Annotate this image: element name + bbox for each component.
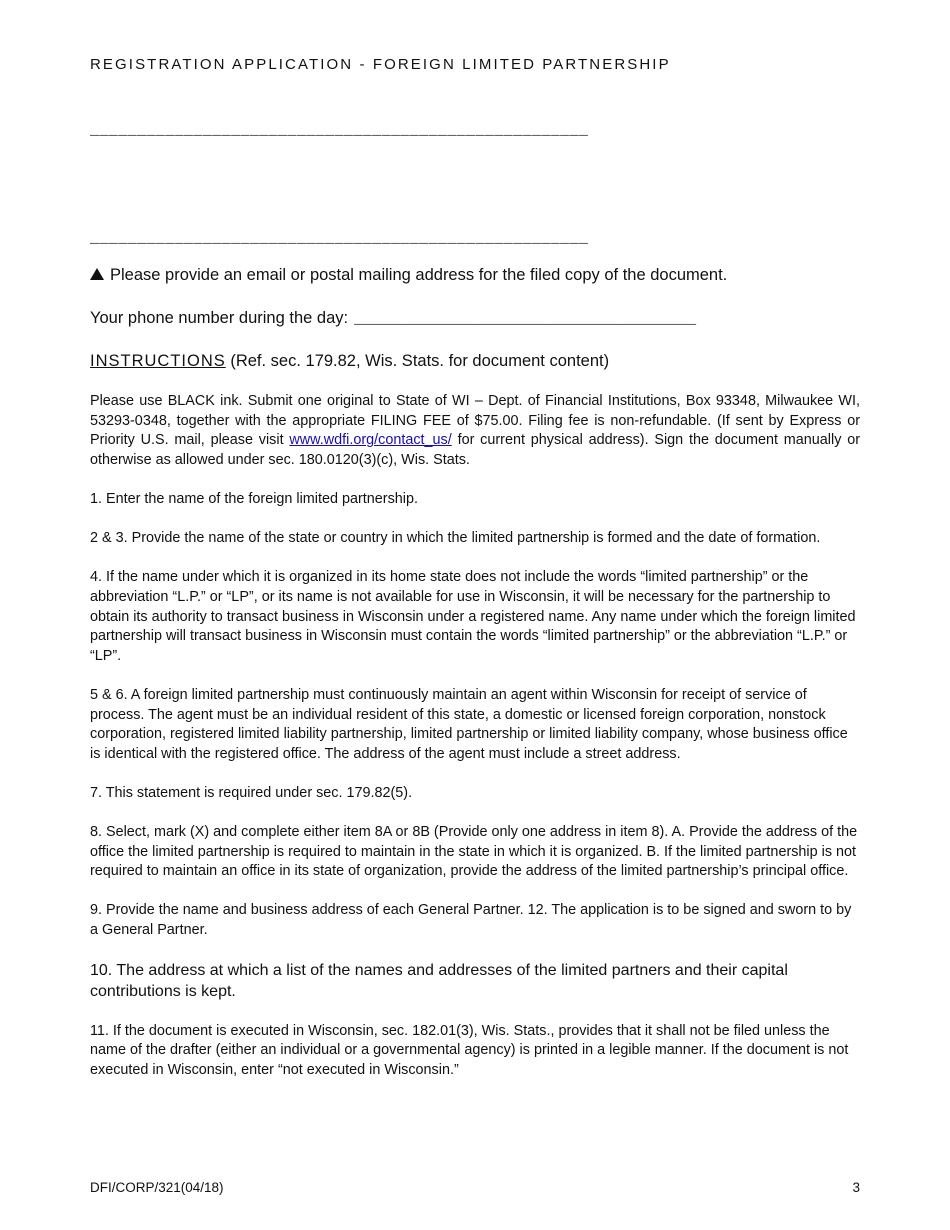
- email-note: [90, 266, 727, 285]
- instructions-heading: [90, 352, 609, 371]
- page-title: REGISTRATION APPLICATION - FOREIGN LIMITED PARTNERSHIP: [90, 56, 671, 73]
- instruction-item-1: 1. Enter the name of the foreign limited partnership.: [90, 490, 418, 507]
- instruction-item-2-3: 2 & 3. Provide the name of the state or country in which the limited partnership is formed and the date of formation.: [90, 530, 821, 547]
- intro-text-1: Please use BLACK ink. Submit one original to State of WI – Dept. of Financial Institutions, Box 93348, Milwaukee WI, 53293-0348, together with the appropriate FILING FEE of $75.00. Filing fee is non-refundable. (If sent by Express or Priority U.S. mail, please visit: [90, 393, 860, 449]
- page-number: 3: [852, 1180, 860, 1195]
- instructions-reference: (Ref. sec. 179.82, Wis. Stats. for document content): [225, 352, 610, 370]
- instruction-item-8: 8. Select, mark (X) and complete either item 8A or 8B (Provide only one address in item 8). A. Provide the address of the office the limited partnership is required to maintain in the state in which it is organized. B. If the limited partnership is not required to maintain an office in its state of organization, provide the address of the limited partnership’s principal office.: [90, 824, 858, 880]
- address-line-2[interactable]: _____________________________________________________: [90, 230, 589, 247]
- phone-label: Your phone number during the day:: [90, 309, 349, 327]
- form-id: DFI/CORP/321(04/18): [90, 1180, 224, 1195]
- intro-text-2: for current physical address). Sign the document manually or otherwise as allowed under sec. 180.0120(3)(c), Wis. Stats.: [90, 432, 861, 468]
- document-page: [90, 0, 860, 1230]
- instructions-title: INSTRUCTIONS: [90, 352, 226, 370]
- instructions-intro: [90, 392, 860, 470]
- phone-row: [90, 309, 696, 328]
- instructions-body: [90, 392, 860, 1100]
- instruction-item-4: 4. If the name under which it is organized in its home state does not include the words “limited partnership” or the abbreviation “L.P.” or “LP”, or its name is not available for use in Wisconsin, it will be necessary for the partnership to obtain its authority to transact business in Wisconsin under a registered name. Any name under which the foreign limited partnership will transact business in Wisconsin must contain the words “limited partnership” or the abbreviation “L.P.” or “LP”.: [90, 569, 856, 664]
- phone-input-line[interactable]: ______________________________________: [354, 311, 697, 328]
- contact-link[interactable]: www.wdfi.org/contact_us/: [289, 432, 452, 449]
- instruction-item-5-6: 5 & 6. A foreign limited partnership must continuously maintain an agent within Wisconsin for receipt of service of process. The agent must be an individual resident of this state, a domestic or licensed foreign corporation, nonstock corporation, registered limited liability partnership, limited partnership or limited liability company, whose business office is identical with the registered office. The address of the agent must include a street address.: [90, 686, 848, 762]
- address-line-1[interactable]: _____________________________________________________: [90, 122, 589, 139]
- up-triangle-icon: [90, 268, 104, 280]
- instruction-item-11: 11. If the document is executed in Wisconsin, sec. 182.01(3), Wis. Stats., provides that it shall not be filed unless the name of the drafter (either an individual or a governmental agency) is printed in a legible manner. If the document is not executed in Wisconsin, enter “not executed in Wisconsin.”: [90, 1022, 849, 1078]
- instruction-item-9: 9. Provide the name and business address of each General Partner. 12. The application is to be signed and sworn to by a General Partner.: [90, 902, 852, 939]
- email-note-text: Please provide an email or postal mailing address for the filed copy of the document.: [110, 266, 728, 284]
- instruction-item-10: 10. The address at which a list of the names and addresses of the limited partners and their capital contributions is kept.: [90, 962, 788, 1001]
- instruction-item-7: 7. This statement is required under sec. 179.82(5).: [90, 784, 413, 801]
